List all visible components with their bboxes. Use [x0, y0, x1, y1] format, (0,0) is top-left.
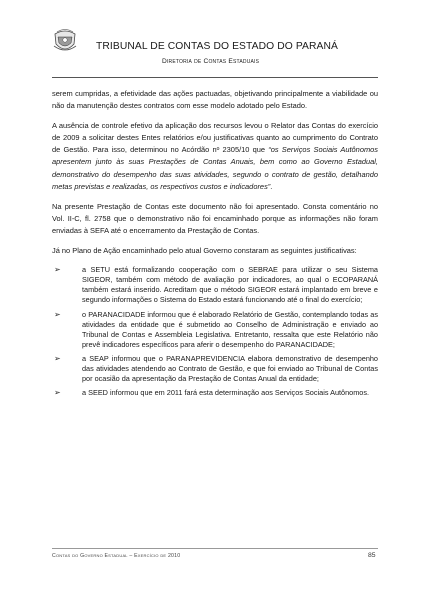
paragraph-2 [52, 120, 378, 193]
list-item [52, 265, 378, 305]
arrow-bullet-icon: ➢ [54, 353, 61, 363]
arrow-bullet-icon: ➢ [54, 265, 61, 275]
paragraph-3: Na presente Prestação de Contas este documento não foi apresentado. Consta comentário no Vol. II-C, fl. 2758 que o demonstrativo não foi encaminhado porque as informações não foram enviadas à SEFA até o encerramento da Prestação de Contas. [52, 201, 378, 235]
page-number: 85 [368, 552, 376, 559]
header-divider [52, 77, 378, 78]
paragraph-1: serem cumpridas, a efetividade das ações pactuadas, objetivando principalmente a viabilidade ou não da manutenção destes contratos com esse modelo adotado pelo Estado. [52, 89, 378, 111]
list-item-text: a SETU está formalizando cooperação com o SEBRAE para utilizar o seu Sistema SIGEOR, também com método de avaliação por indicadores, ao qual o ECOPARANÁ também estará inserido. Acreditam que o método SIGEOR estará implantado em breve e segundo informações o Sistema do Estado estará funcionando até o final do exercício; [82, 265, 378, 305]
coat-of-arms-icon [52, 28, 78, 54]
list-item-text: a SEAP informou que o PARANAPREVIDENCIA elabora demonstrativo de desempenho das atividades atendendo ao Contrato de Gestão, e que foi enviado ao Tribunal de Contas por ocasião da apresentação da Prestação de Contas Anual da entidade; [82, 353, 378, 384]
document-body [52, 88, 378, 402]
footer-divider [52, 548, 378, 549]
list-item [52, 354, 378, 384]
arrow-bullet-icon: ➢ [54, 388, 61, 398]
department-subtitle: Diretoria de Contas Estaduais [162, 58, 260, 65]
list-item-text: a SEED informou que em 2011 fará esta determinação aos Serviços Sociais Autônomos. [82, 388, 370, 398]
arrow-bullet-icon: ➢ [54, 309, 61, 319]
paragraph-2-end: . [270, 181, 273, 191]
paragraph-2-quote: “os Serviços Sociais Autônomos apresentem junto às suas Prestações de Contas Anuais, bem como ao Governo Estadual, demonstrativo do desempenho das suas atividades, segundo o contrato de gestão, detalhando metas previstas e realizadas, os respectivos custos e indicadores” [52, 145, 379, 191]
list-item-text: o PARANACIDADE informou que é elaborado Relatório de Gestão, contemplando todas as atividades da entidade que é submetido ao Conselho de Administração e enviado ao Tribunal de Contas e Assembleia Legislativa. Entretanto, ressalta que este Relatório não prevê indicadores específicos para aferir o desempenho do PARANACIDADE; [82, 309, 378, 349]
footer-text: Contas do Governo Estadual – Exercício de 2010 [52, 553, 181, 559]
justifications-list [52, 265, 378, 398]
paragraph-4: Já no Plano de Ação encaminhado pelo atual Governo constaram as seguintes justificativas: [52, 246, 357, 256]
list-item [52, 310, 378, 350]
list-item [52, 388, 378, 398]
paragraph-2-start: A ausência de controle efetivo da aplicação dos recursos levou o Relator das Contas do exercício de 2009 a solicitar destes Entes relatórios e/ou justificativas quanto ao cumprimento do Contrato de Gestão. Para isso, determinou no Acórdão nº 2305/10 que [52, 121, 378, 155]
institution-title: TRIBUNAL DE CONTAS DO ESTADO DO PARANÁ [96, 41, 338, 52]
